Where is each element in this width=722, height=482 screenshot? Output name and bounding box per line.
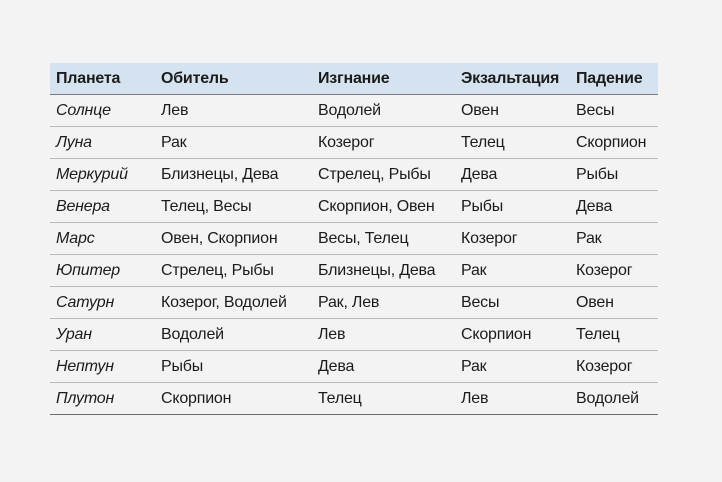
table-row <box>50 191 658 223</box>
exaltation-cell: Рак <box>455 351 570 383</box>
fall-cell: Водолей <box>570 383 658 415</box>
domicile-cell: Скорпион <box>155 383 312 415</box>
fall-cell: Рыбы <box>570 159 658 191</box>
planet-cell: Сатурн <box>50 287 155 319</box>
fall-cell: Козерог <box>570 255 658 287</box>
detriment-cell: Телец <box>312 383 455 415</box>
planet-cell: Марс <box>50 223 155 255</box>
fall-cell: Скорпион <box>570 127 658 159</box>
planet-cell: Венера <box>50 191 155 223</box>
table-row <box>50 223 658 255</box>
table-row <box>50 383 658 415</box>
table-row <box>50 287 658 319</box>
domicile-cell: Стрелец, Рыбы <box>155 255 312 287</box>
fall-cell: Телец <box>570 319 658 351</box>
detriment-cell: Стрелец, Рыбы <box>312 159 455 191</box>
header-domicile: Обитель <box>155 63 312 95</box>
exaltation-cell: Лев <box>455 383 570 415</box>
table-row <box>50 319 658 351</box>
fall-cell: Дева <box>570 191 658 223</box>
header-exaltation: Экзальтация <box>455 63 570 95</box>
domicile-cell: Рак <box>155 127 312 159</box>
domicile-cell: Рыбы <box>155 351 312 383</box>
exaltation-cell: Телец <box>455 127 570 159</box>
detriment-cell: Лев <box>312 319 455 351</box>
domicile-cell: Близнецы, Дева <box>155 159 312 191</box>
planet-cell: Меркурий <box>50 159 155 191</box>
domicile-cell: Лев <box>155 95 312 127</box>
table-row <box>50 127 658 159</box>
table-row <box>50 95 658 127</box>
planet-dignities-table-container <box>50 63 658 415</box>
fall-cell: Рак <box>570 223 658 255</box>
domicile-cell: Телец, Весы <box>155 191 312 223</box>
exaltation-cell: Рак <box>455 255 570 287</box>
detriment-cell: Водолей <box>312 95 455 127</box>
detriment-cell: Скорпион, Овен <box>312 191 455 223</box>
planet-dignities-table <box>50 63 658 415</box>
detriment-cell: Весы, Телец <box>312 223 455 255</box>
exaltation-cell: Рыбы <box>455 191 570 223</box>
planet-cell: Юпитер <box>50 255 155 287</box>
detriment-cell: Дева <box>312 351 455 383</box>
planet-cell: Нептун <box>50 351 155 383</box>
table-header-row <box>50 63 658 95</box>
detriment-cell: Близнецы, Дева <box>312 255 455 287</box>
detriment-cell: Рак, Лев <box>312 287 455 319</box>
planet-cell: Луна <box>50 127 155 159</box>
table-row <box>50 159 658 191</box>
table-row <box>50 255 658 287</box>
exaltation-cell: Дева <box>455 159 570 191</box>
header-fall: Падение <box>570 63 658 95</box>
header-planet: Планета <box>50 63 155 95</box>
table-row <box>50 351 658 383</box>
exaltation-cell: Скорпион <box>455 319 570 351</box>
fall-cell: Овен <box>570 287 658 319</box>
exaltation-cell: Весы <box>455 287 570 319</box>
exaltation-cell: Овен <box>455 95 570 127</box>
planet-cell: Уран <box>50 319 155 351</box>
domicile-cell: Козерог, Водолей <box>155 287 312 319</box>
fall-cell: Козерог <box>570 351 658 383</box>
header-detriment: Изгнание <box>312 63 455 95</box>
exaltation-cell: Козерог <box>455 223 570 255</box>
fall-cell: Весы <box>570 95 658 127</box>
domicile-cell: Водолей <box>155 319 312 351</box>
planet-cell: Плутон <box>50 383 155 415</box>
domicile-cell: Овен, Скорпион <box>155 223 312 255</box>
detriment-cell: Козерог <box>312 127 455 159</box>
planet-cell: Солнце <box>50 95 155 127</box>
